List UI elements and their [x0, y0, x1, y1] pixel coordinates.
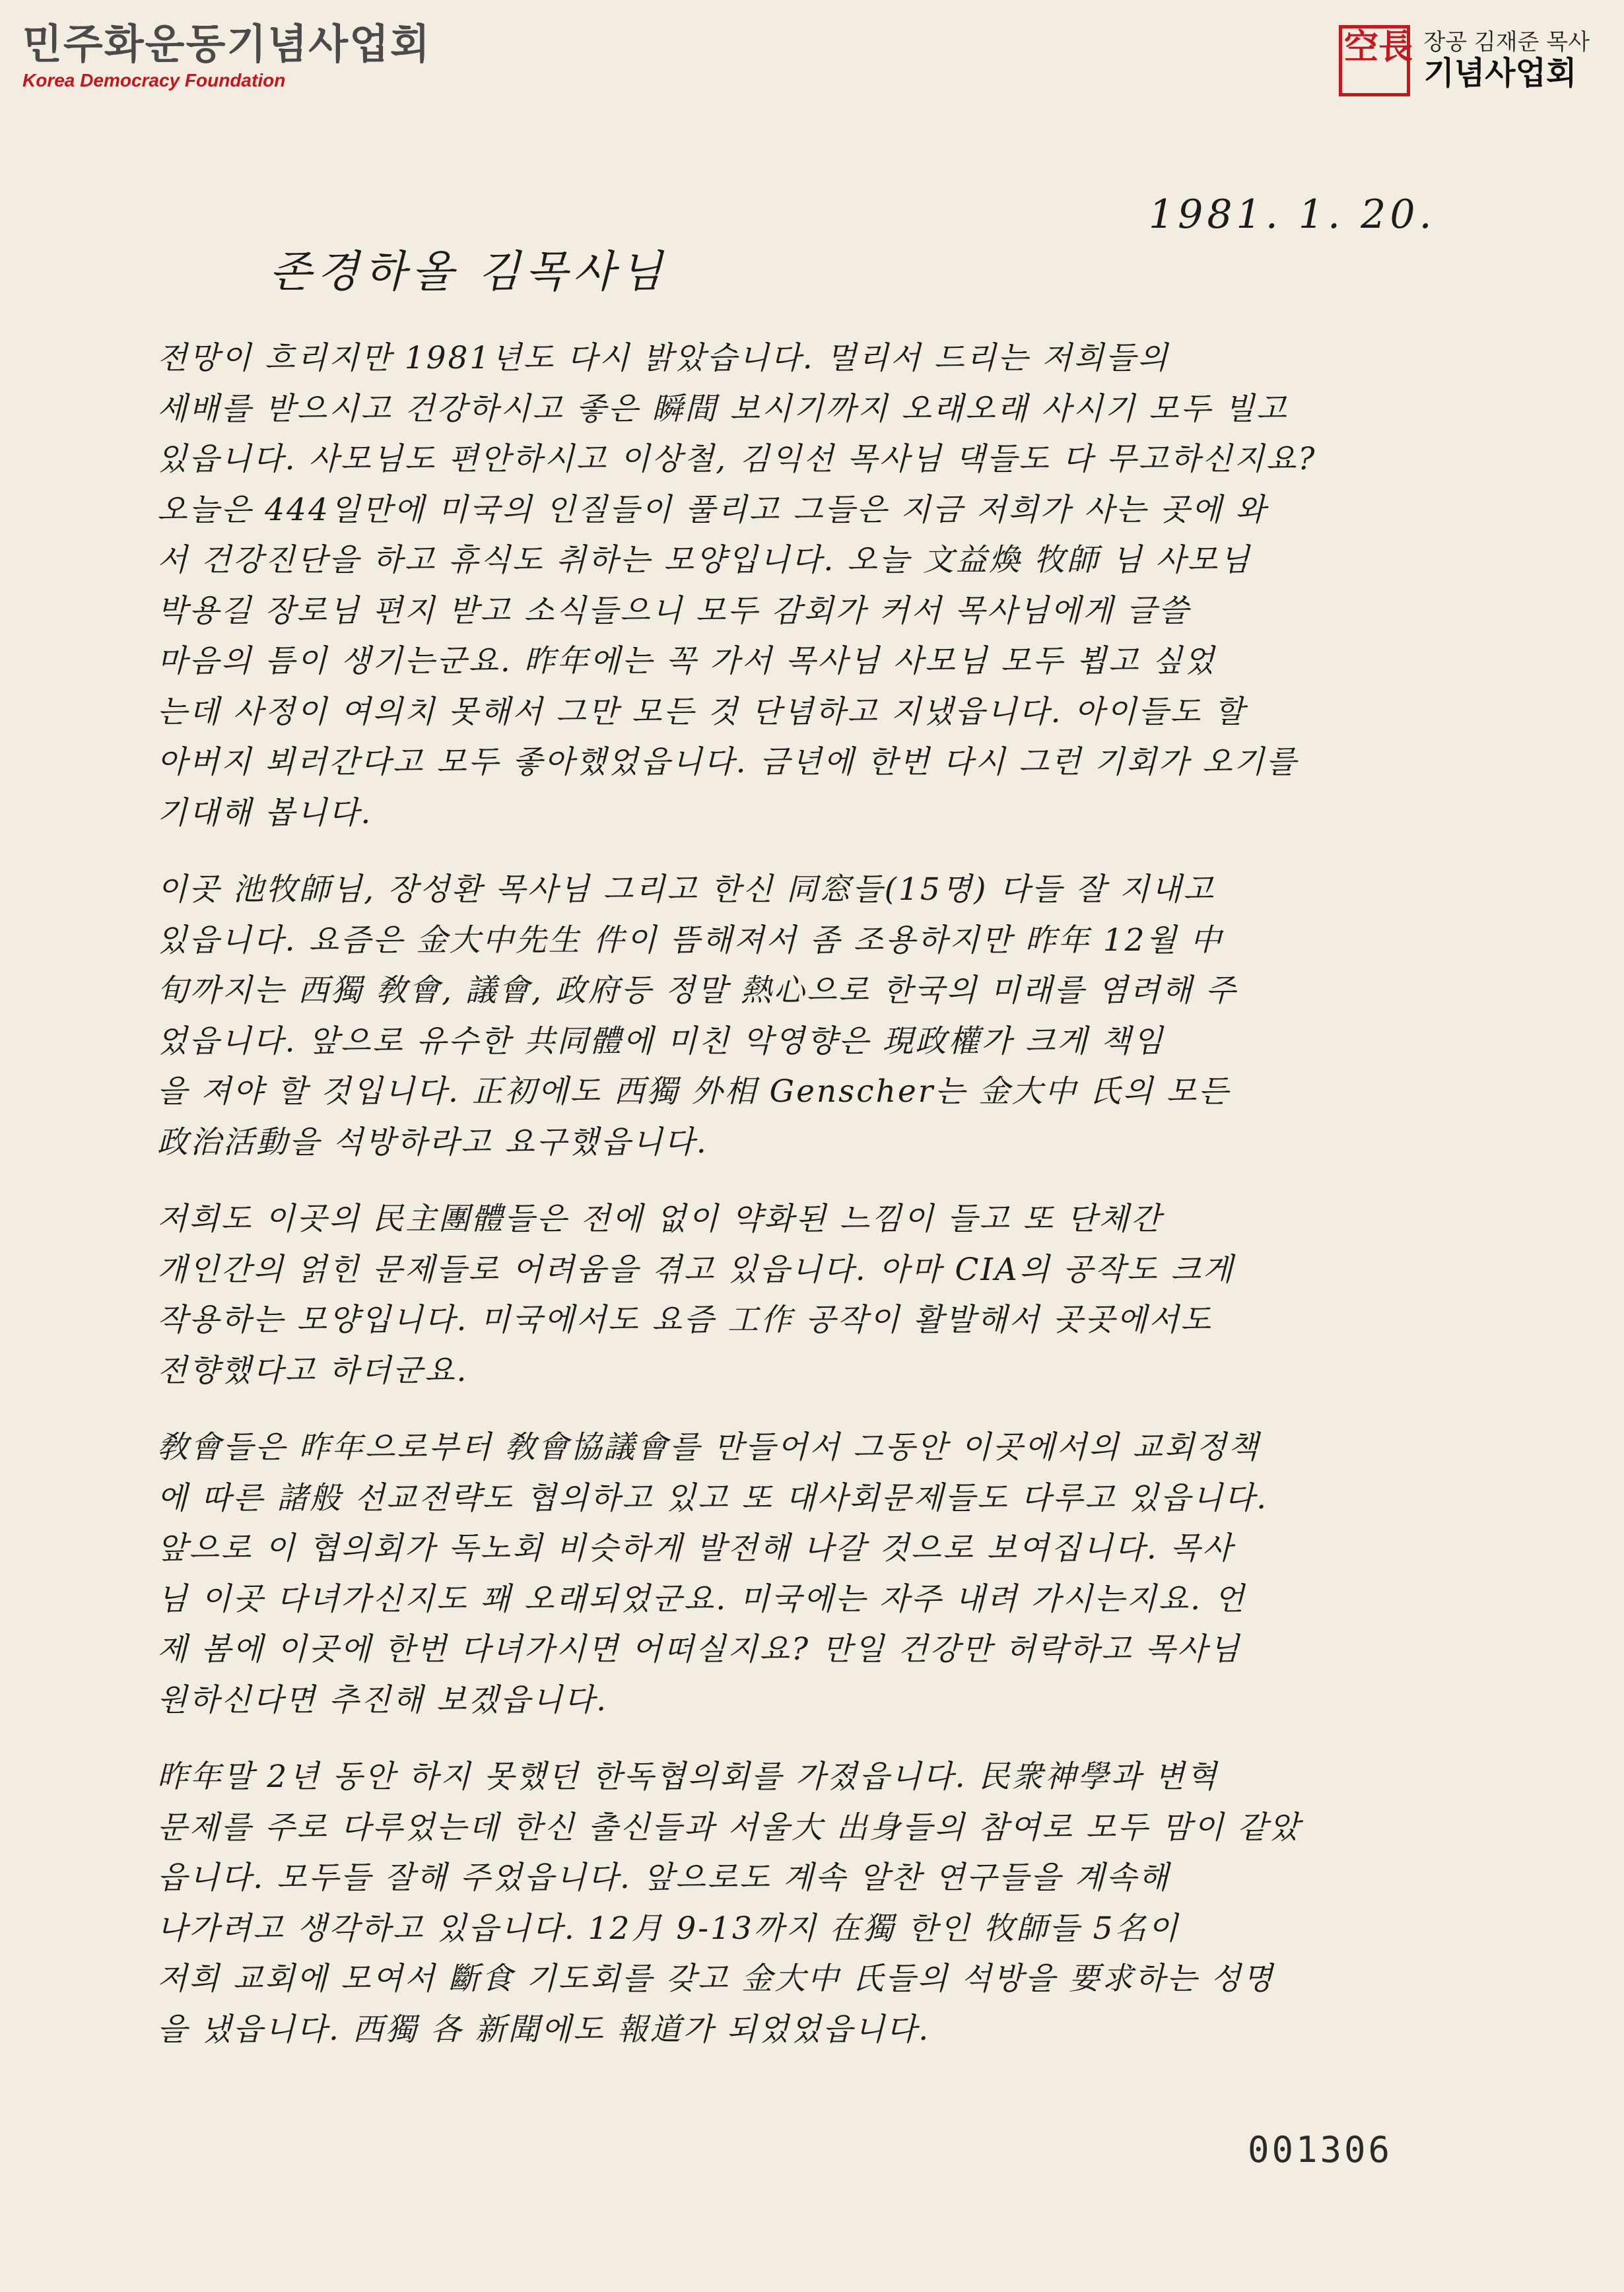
- memorial-subtitle: 장공 김재준 목사: [1423, 28, 1590, 55]
- memorial-foundation-logo: [1339, 25, 1590, 96]
- letter-line: 작용하는 모양입니다. 미국에서도 요즘 工作 공작이 활발해서 곳곳에서도: [157, 1302, 1213, 1338]
- letter-line: 원하신다면 추진해 보겠읍니다.: [157, 1681, 609, 1718]
- letter-line: 님 이곳 다녀가신지도 꽤 오래되었군요. 미국에는 자주 내려 가시는지요. 언: [157, 1580, 1246, 1617]
- memorial-name: [1423, 30, 1590, 92]
- letter-line: 기대해 봅니다.: [157, 794, 373, 831]
- paragraph-gap: [157, 838, 1530, 865]
- letter-line: 敎會들은 昨年으로부터 敎會協議會를 만들어서 그동안 이곳에서의 교회정책: [157, 1429, 1260, 1466]
- letter-line: 개인간의 얽힌 문제들로 어려움을 겪고 있읍니다. 아마 CIA의 공작도 크게: [157, 1251, 1235, 1288]
- paragraph-gap: [157, 1726, 1530, 1752]
- letter-line: 을 져야 할 것입니다. 正初에도 西獨 外相 Genscher는 金大中 氏의 모든: [157, 1073, 1231, 1110]
- letter-date: 1981. 1. 20.: [1149, 191, 1436, 238]
- letter-line: 전망이 흐리지만 1981년도 다시 밝았습니다. 멀리서 드리는 저희들의: [157, 340, 1170, 376]
- letter-line: 저희도 이곳의 民主團體들은 전에 없이 약화된 느낌이 들고 또 단체간: [157, 1201, 1163, 1237]
- letter-line: 아버지 뵈러간다고 모두 좋아했었읍니다. 금년에 한번 다시 그런 기회가 오기를: [157, 744, 1299, 780]
- letter-paragraph: [157, 865, 1530, 1168]
- letter-line: 읍니다. 모두들 잘해 주었읍니다. 앞으로도 계속 알찬 연구들을 계속해: [157, 1860, 1170, 1896]
- letter-line: 을 냈읍니다. 西獨 各 新聞에도 報道가 되었었읍니다.: [157, 2011, 931, 2048]
- korea-democracy-foundation-logo: [22, 20, 431, 90]
- letter-line: 는데 사정이 여의치 못해서 그만 모든 것 단념하고 지냈읍니다. 아이들도 할: [157, 693, 1246, 730]
- letter-body: [157, 333, 1530, 2055]
- paragraph-gap: [157, 1396, 1530, 1423]
- letter-line: 이곳 池牧師님, 장성환 목사님 그리고 한신 同窓들(15명) 다들 잘 지내고: [157, 871, 1215, 908]
- letter-line: 앞으로 이 협의회가 독노회 비슷하게 발전해 나갈 것으로 보여집니다. 목사: [157, 1530, 1235, 1567]
- memorial-title: 기념사업회: [1423, 54, 1577, 92]
- paragraph-gap: [157, 1168, 1530, 1194]
- letter-line: 서 건강진단을 하고 휴식도 취하는 모양입니다. 오늘 文益煥 牧師 님 사모님: [157, 542, 1252, 578]
- seal-characters: 長空: [1337, 28, 1413, 63]
- letter-line: 오늘은 444일만에 미국의 인질들이 풀리고 그들은 지금 저희가 사는 곳에 와: [157, 491, 1268, 528]
- letter-line: 나가려고 생각하고 있읍니다. 12月 9-13까지 在獨 한인 牧師들 5名이: [157, 1910, 1180, 1947]
- letter-salutation: 존경하올 김목사님: [269, 246, 668, 297]
- letter-line: 제 봄에 이곳에 한번 다녀가시면 어떠실지요? 만일 건강만 허락하고 목사님: [157, 1631, 1241, 1668]
- letter-line: 旬까지는 西獨 敎會, 議會, 政府등 정말 熱心으로 한국의 미래를 염려해 주: [157, 972, 1238, 1009]
- letter-line: 있읍니다. 요즘은 金大中先生 件이 뜸해져서 좀 조용하지만 昨年 12월 中: [157, 922, 1223, 959]
- org-name-english: Korea Democracy Foundation: [22, 70, 286, 90]
- letter-line: 마음의 틈이 생기는군요. 昨年에는 꼭 가서 목사님 사모님 모두 뵙고 싶었: [157, 643, 1217, 679]
- letter-line: 에 따른 諸般 선교전략도 협의하고 있고 또 대사회문제들도 다루고 있읍니다.: [157, 1479, 1269, 1516]
- letter-line: 문제를 주로 다루었는데 한신 출신들과 서울大 出身들의 참여로 모두 맘이 같았: [157, 1809, 1302, 1846]
- letter-line: 세배를 받으시고 건강하시고 좋은 瞬間 보시기까지 오래오래 사시기 모두 빌고: [157, 390, 1289, 427]
- letter-line: 저희 교회에 모여서 斷食 기도회를 갖고 金大中 氏들의 석방을 要求하는 성명: [157, 1961, 1275, 1997]
- letter-line: 있읍니다. 사모님도 편안하시고 이상철, 김익선 목사님 댁들도 다 무고하신지요?: [157, 441, 1317, 477]
- letter-line: 었읍니다. 앞으로 유수한 共同體에 미친 악영향은 現政權가 크게 책임: [157, 1023, 1165, 1060]
- document-number: 001306: [1248, 2129, 1393, 2171]
- org-name-korean: 민주화운동기념사업회: [22, 20, 431, 68]
- red-seal-icon: [1337, 25, 1413, 96]
- letter-line: 昨年말 2년 동안 하지 못했던 한독협의회를 가졌읍니다. 民衆神學과 변혁: [157, 1759, 1219, 1795]
- letter-paragraph: [157, 333, 1530, 838]
- letter-paragraph: [157, 1752, 1530, 2055]
- letter-paragraph: [157, 1194, 1530, 1396]
- letter-line: 전향했다고 하더군요.: [157, 1352, 469, 1389]
- letter-line: 政治活動을 석방하라고 요구했읍니다.: [157, 1124, 708, 1161]
- letter-line: 박용길 장로님 편지 받고 소식들으니 모두 감회가 커서 목사님에게 글쓸: [157, 592, 1191, 629]
- letter-paragraph: [157, 1423, 1530, 1726]
